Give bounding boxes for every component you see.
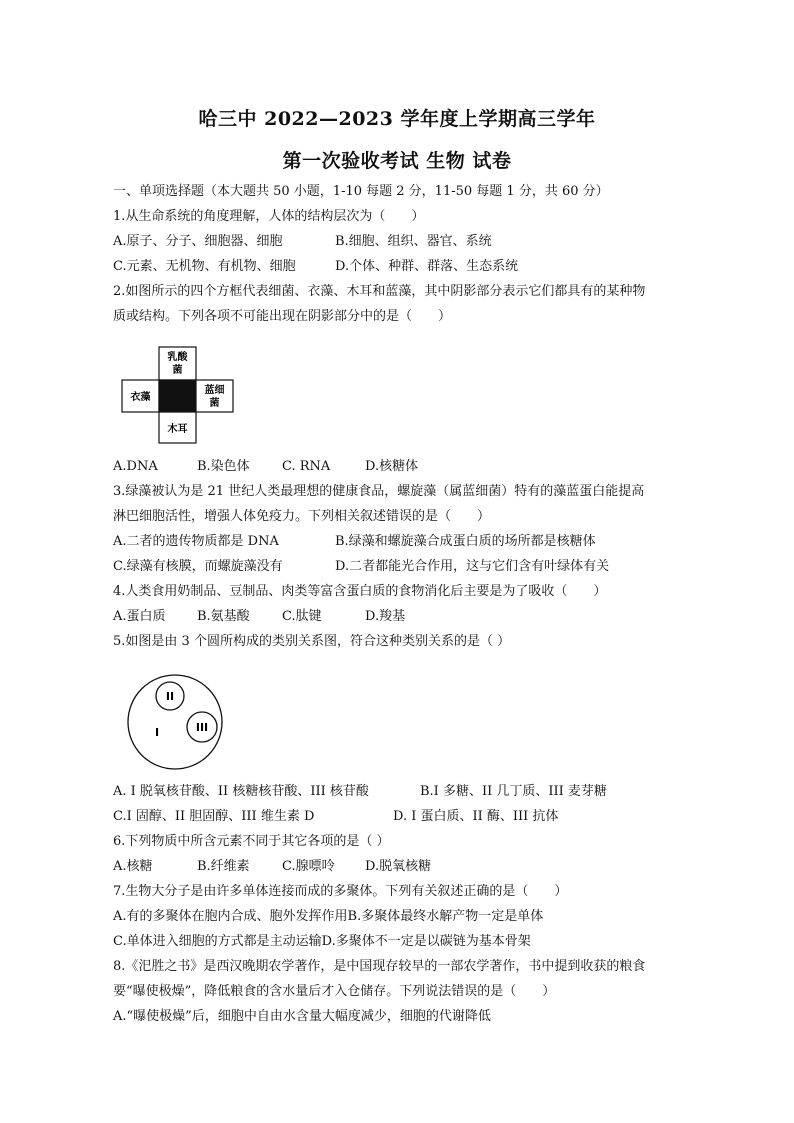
q1-option-b: B.细胞、组织、器官、系统 (335, 234, 492, 249)
q8-stem-line2: 要“曝使极燥”，降低粮食的含水量后才入仓储存。下列说法错误的是（ ） (113, 984, 556, 999)
q3-option-a: A.二者的遗传物质都是 DNA (113, 534, 279, 549)
q6-stem: 6.下列物质中所含元素不同于其它各项的是（ ） (113, 834, 390, 849)
q5-option-d: D. I 蛋白质、II 酶、III 抗体 (393, 809, 559, 824)
q3-stem-line1: 3.绿藻被认为是 21 世纪人类最理想的健康食品，螺旋藻（属蓝细菌）特有的藻蓝蛋白能提高 (113, 484, 645, 499)
q4-option-d: D.羧基 (365, 609, 406, 624)
q3-option-d: D.二者都能光合作用，这与它们含有叶绿体有关 (335, 559, 610, 574)
q2-stem-line1: 2.如图所示的四个方框代表细菌、衣藻、木耳和蓝藻，其中阴影部分表示它们都具有的某种物 (113, 284, 646, 299)
q6-option-d: D.脱氧核糖 (365, 859, 432, 874)
q5-option-a: A. I 脱氧核苷酸、II 核糖核苷酸、III 核苷酸 (113, 784, 369, 799)
q5-option-b: B.I 多糖、II 几丁质、III 麦芽糖 (420, 784, 607, 799)
q2-option-d: D.核糖体 (365, 459, 419, 474)
q7-options-cd: C.单体进入细胞的方式都是主动运输D.多聚体不一定是以碳链为基本骨架 (113, 934, 531, 949)
label-bottom: 木耳 (167, 424, 188, 435)
q5-option-c: C.I 固醇、II 胆固醇、III 维生素 D (113, 809, 315, 824)
label-left: 衣藻 (130, 392, 151, 403)
q1-option-a: A.原子、分子、细胞器、细胞 (113, 234, 283, 249)
label-top-1: 乳酸 (167, 352, 188, 363)
q2-option-a: A.DNA (113, 459, 158, 474)
label-II: II (165, 690, 175, 703)
q1-option-c: C.元素、无机物、有机物、细胞 (113, 259, 296, 274)
section-heading: 一、单项选择题（本大题共 50 小题，1-10 每题 2 分，11-50 每题 1 分，共 60 分） (113, 184, 609, 199)
q3-option-c: C.绿藻有核膜，而螺旋藻没有 (113, 559, 283, 574)
label-right-2: 菌 (209, 398, 220, 409)
label-top-2: 菌 (172, 365, 183, 376)
q7-options-ab: A.有的多聚体在胞内合成、胞外发挥作用B.多聚体最终水解产物一定是单体 (113, 909, 544, 924)
q2-stem-line2: 质或结构。下列各项不可能出现在阴影部分中的是（ ） (113, 309, 452, 324)
q1-stem: 1.从生命系统的角度理解，人体的结构层次为（ ） (113, 209, 425, 224)
exam-title-line1: 哈三中 2022—2023 学年度上学期高三学年 (198, 108, 596, 130)
q6-option-b: B.纤维素 (197, 859, 250, 874)
cross-diagram-figure (120, 345, 235, 445)
q5-stem: 5.如图是由 3 个圆所构成的类别关系图，符合这种类别关系的是（ ） (113, 634, 511, 649)
q6-option-c: C.腺嘌呤 (282, 859, 335, 874)
q4-stem: 4.人类食用奶制品、豆制品、肉类等富含蛋白质的食物消化后主要是为了吸收（ ） (113, 584, 607, 599)
label-III: III (195, 721, 209, 734)
q3-option-b: B.绿藻和螺旋藻合成蛋白质的场所都是核糖体 (335, 534, 596, 549)
label-I: I (154, 726, 160, 739)
shaded-center (159, 380, 196, 412)
q4-option-a: A.蛋白质 (113, 609, 166, 624)
q3-stem-line2: 淋巴细胞活性，增强人体免疫力。下列相关叙述错误的是（ ） (113, 509, 491, 524)
q8-stem-line1: 8.《汜胜之书》是西汉晚期农学著作，是中国现存较早的一部农学著作，书中提到收获的粮食 (113, 959, 646, 974)
q8-option-a: A.“曝使极燥”后，细胞中自由水含量大幅度减少，细胞的代谢降低 (113, 1009, 491, 1024)
q2-option-c: C. RNA (282, 459, 331, 474)
q7-stem: 7.生物大分子是由许多单体连接而成的多聚体。下列有关叙述正确的是（ ） (113, 884, 568, 899)
exam-title-line2: 第一次验收考试 生物 试卷 (282, 150, 512, 172)
q1-option-d: D.个体、种群、群落、生态系统 (335, 259, 519, 274)
q6-option-a: A.核糖 (113, 859, 153, 874)
circle-relationship-figure (120, 672, 230, 772)
q2-option-b: B.染色体 (197, 459, 250, 474)
q4-option-b: B.氨基酸 (197, 609, 250, 624)
label-right-1: 蓝细 (204, 385, 225, 396)
q4-option-c: C.肽键 (282, 609, 322, 624)
